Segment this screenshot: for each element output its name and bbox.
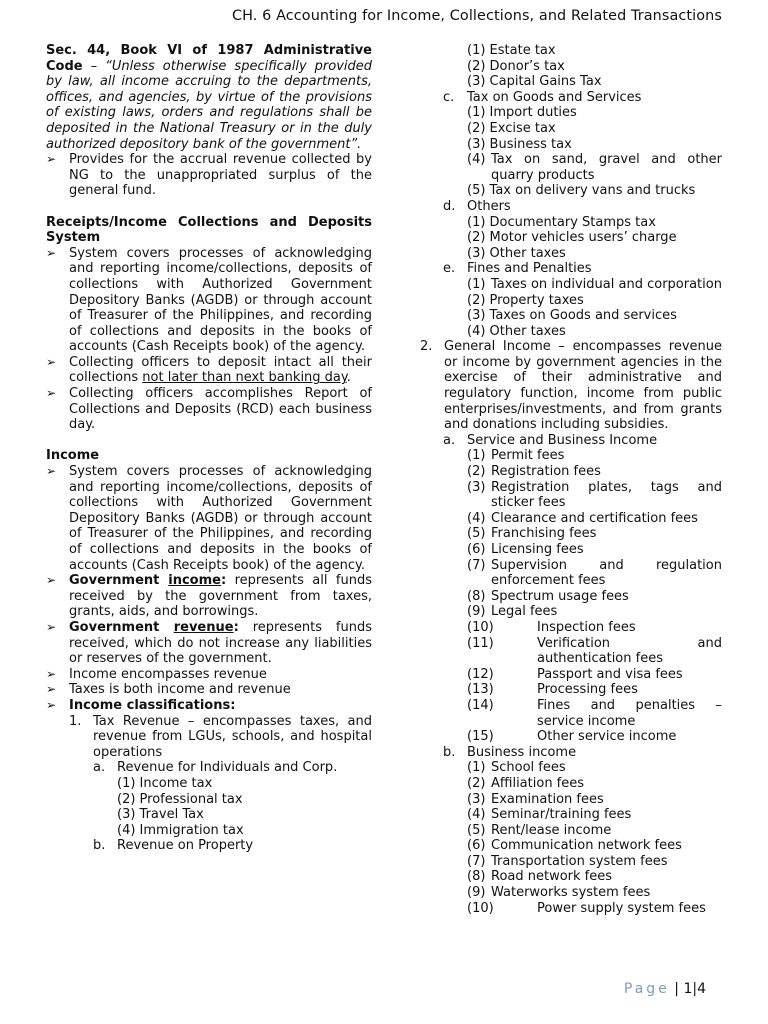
general-income-item: 2. General Income – encompasses revenue or income by government agencies in the exercise of their administrative and regulatory function, income from public enterprises/investments, and from grants and donations including subsidies. [420, 339, 722, 433]
list-item [467, 698, 722, 729]
others-item: d. Others [443, 198, 511, 214]
list-item: (1) Documentary Stamps tax [467, 214, 656, 230]
list-text: Examination fees [491, 791, 604, 807]
list-number: (10) [467, 619, 494, 635]
page-header: CH. 6 Accounting for Income, Collections, and Related Transactions [231, 8, 722, 24]
list-number: (3) [467, 479, 486, 495]
list-number: (13) [467, 682, 494, 698]
tax-goods-subitems [467, 105, 722, 199]
page-number: 1 [683, 981, 693, 997]
list-text: Clearance and certification fees [491, 510, 698, 526]
sec44-paragraph: Sec. 44, Book VI of 1987 Administrative Code – “Unless otherwise specifically provided by law, all income accruing to the departments, offices, and agencies, by virtue of the provisions of existing laws, orders and regulations shall be deposited in the National Treasury or in the duly authorized depository bank of the government”. [46, 43, 372, 152]
list-text: Franchising fees [491, 526, 597, 542]
list-item [467, 480, 722, 511]
arrow-bullet-icon: ➢ [46, 573, 57, 588]
list-number: (7) [467, 853, 486, 869]
list-item: (3) Capital Gains Tax [467, 74, 602, 90]
list-text: Communication network fees [491, 838, 682, 854]
list-number: (15) [467, 729, 494, 745]
list-number: (12) [467, 666, 494, 682]
sec44-title: Sec. 44, Book VI of 1987 Administrative Code [46, 43, 372, 74]
list-number: (2) [467, 775, 486, 791]
arrow-bullet-icon: ➢ [46, 697, 57, 712]
list-item [467, 901, 722, 917]
list-item: (2) Motor vehicles users’ charge [467, 230, 677, 246]
income-bullet-1: ➢ System covers processes of acknowledging and reporting income/collections, deposits of collections with Authorized Government Depository Banks (AGDB) or through account of Treasurer of the Philippines, and recording of collections and deposits in the books of accounts (Cash Receipts book) of the agency. [46, 464, 372, 573]
list-number: (8) [467, 869, 486, 885]
list-number: (3) [467, 791, 486, 807]
list-item: (3) Taxes on Goods and services [467, 308, 677, 324]
list-text: Legal fees [491, 604, 558, 620]
list-number: (9) [467, 885, 486, 901]
list-item [467, 838, 722, 854]
rev-property-item: b. Revenue on Property [93, 838, 254, 854]
right-column [420, 43, 722, 916]
rev-individuals-item: a. Revenue for Individuals and Corp. [93, 760, 338, 776]
list-item: (5) Tax on delivery vans and trucks [467, 183, 696, 199]
list-item: (2) Donor’s tax [467, 58, 565, 74]
list-item: (3) Other taxes [467, 245, 566, 261]
arrow-bullet-icon: ➢ [46, 682, 57, 697]
fines-penalties-subitems [467, 277, 722, 339]
list-item: (2) Property taxes [467, 292, 584, 308]
list-item: (1) Income tax [117, 775, 213, 791]
list-item [467, 448, 722, 464]
business-income-item: b. Business income [443, 744, 577, 760]
list-item: (4) Tax on sand, gravel and other quarry products [467, 152, 722, 183]
list-text: Other service income [537, 729, 677, 745]
list-number: (11) [467, 635, 494, 651]
list-text: Processing fees [537, 682, 638, 698]
list-item [467, 823, 722, 839]
list-text: Seminar/training fees [491, 807, 632, 823]
list-text: Transportation system fees [491, 853, 668, 869]
list-number: (6) [467, 838, 486, 854]
income-encompasses-bullet: ➢ Income encompasses revenue [46, 666, 267, 682]
list-item: (3) Travel Tax [117, 807, 204, 823]
list-number: (8) [467, 588, 486, 604]
service-business-item: a. Service and Business Income [443, 432, 658, 448]
arrow-bullet-icon: ➢ [46, 354, 57, 369]
list-item [467, 807, 722, 823]
list-number: (5) [467, 526, 486, 542]
page-footer: Page | 1|4 [623, 981, 706, 997]
receipts-heading: Receipts/Income Collections and Deposits System [46, 214, 372, 246]
list-text: Registration plates, tags and sticker fees [491, 479, 722, 511]
list-number: (5) [467, 822, 486, 838]
page-label: Page [623, 981, 670, 997]
arrow-bullet-icon: ➢ [46, 619, 57, 634]
list-item [467, 589, 722, 605]
list-number: (2) [467, 464, 486, 480]
rev-individuals-subitems [117, 776, 372, 838]
list-text: Spectrum usage fees [491, 588, 629, 604]
list-number: (9) [467, 604, 486, 620]
business-income-subitems [467, 760, 722, 916]
sec44-quote: “Unless otherwise specifically provided by law, all income accruing to the departments, offices, and agencies, by virtue of the provisions of existing laws, orders and regulations shall be deposited in the National Treasury or in the duly authorized depository bank of the government”. [46, 58, 372, 152]
list-item: (3) Business tax [467, 136, 572, 152]
receipts-bullet-3: ➢ Collecting officers accomplishes Report of Collections and Deposits (RCD) each business day. [46, 386, 372, 433]
arrow-bullet-icon: ➢ [46, 666, 57, 681]
list-item: (1) Taxes on individual and corporation [467, 276, 722, 292]
list-item: (1) Estate tax [467, 43, 556, 58]
list-number: (4) [467, 510, 486, 526]
list-number: (1) [467, 448, 486, 464]
list-number: (4) [467, 807, 486, 823]
list-number: (1) [467, 760, 486, 776]
list-text: Licensing fees [491, 542, 584, 557]
list-item [467, 792, 722, 808]
list-item [467, 558, 722, 589]
list-text: Supervision and regulation enforcement fees [491, 557, 722, 589]
left-column [46, 43, 372, 854]
list-text: Registration fees [491, 464, 601, 480]
list-text: Fines and penalties – service income [537, 697, 722, 729]
list-text: Power supply system fees [537, 900, 706, 916]
list-item [467, 869, 722, 885]
list-text: Permit fees [491, 448, 565, 464]
sec44-bullet: ➢ Provides for the accrual revenue collected by NG to the unappropriated surplus of the general fund. [46, 152, 372, 199]
list-text: Inspection fees [537, 619, 636, 635]
income-heading: Income [46, 448, 100, 464]
taxes-bullet: ➢ Taxes is both income and revenue [46, 682, 291, 698]
list-item: (1) Import duties [467, 105, 577, 121]
list-item [467, 636, 722, 667]
list-item [467, 885, 722, 901]
list-item [467, 776, 722, 792]
receipts-bullet-1: ➢ System covers processes of acknowledging and reporting income/collections, deposits of collections with Authorized Government Depository Banks (AGDB) or through account of Treasurer of the Philippines, and recording of collections and deposits in the books of accounts (Cash Receipts book) of the agency. [46, 245, 372, 355]
list-text: Passport and visa fees [537, 666, 683, 682]
service-business-subitems [467, 448, 722, 744]
list-item [467, 604, 722, 620]
list-item [467, 682, 722, 698]
receipts-bullet-2: ➢ Collecting officers to deposit intact all their collections not later than next banking day. [46, 354, 372, 386]
list-item [467, 667, 722, 683]
gov-revenue-bullet: ➢ Government revenue: represents funds received, which do not increase any liabilities or reserves of the government. [46, 619, 373, 667]
list-text: School fees [491, 760, 566, 776]
fines-penalties-item: e. Fines and Penalties [443, 261, 592, 277]
list-item [467, 620, 722, 636]
list-item: (4) Other taxes [467, 323, 566, 339]
list-number: (10) [467, 900, 494, 916]
page-total: 4 [697, 981, 706, 997]
list-number: (6) [467, 542, 486, 557]
list-item [467, 542, 722, 558]
arrow-bullet-icon: ➢ [46, 245, 57, 260]
list-item [467, 526, 722, 542]
list-item: (2) Professional tax [117, 791, 243, 807]
gov-income-bullet: ➢ Government income: represents all funds received by the government from taxes, grants, aids, and borrowings. [46, 573, 372, 620]
arrow-bullet-icon: ➢ [46, 152, 57, 167]
list-item [467, 511, 722, 527]
list-text: Affiliation fees [491, 775, 585, 791]
list-number: (7) [467, 557, 486, 573]
list-item: (4) Immigration tax [117, 822, 244, 838]
list-item [467, 464, 722, 480]
others-subitems [467, 215, 722, 262]
classifications-bullet: ➢ Income classifications: [46, 697, 236, 713]
arrow-bullet-icon: ➢ [46, 386, 57, 401]
list-item [467, 760, 722, 776]
rev-property-subitems [467, 43, 722, 90]
list-number: (14) [467, 697, 494, 713]
list-text: Road network fees [491, 869, 613, 885]
tax-goods-item: c. Tax on Goods and Services [443, 89, 642, 105]
list-text: Verification and authentication fees [537, 635, 722, 667]
list-item: (2) Excise tax [467, 120, 556, 136]
arrow-bullet-icon: ➢ [46, 464, 57, 479]
list-text: Waterworks system fees [491, 885, 651, 901]
list-item [467, 729, 722, 745]
list-item [467, 854, 722, 870]
tax-revenue-item: 1. Tax Revenue – encompasses taxes, and revenue from LGUs, schools, and hospital operations [69, 713, 372, 760]
list-text: Rent/lease income [491, 822, 612, 838]
